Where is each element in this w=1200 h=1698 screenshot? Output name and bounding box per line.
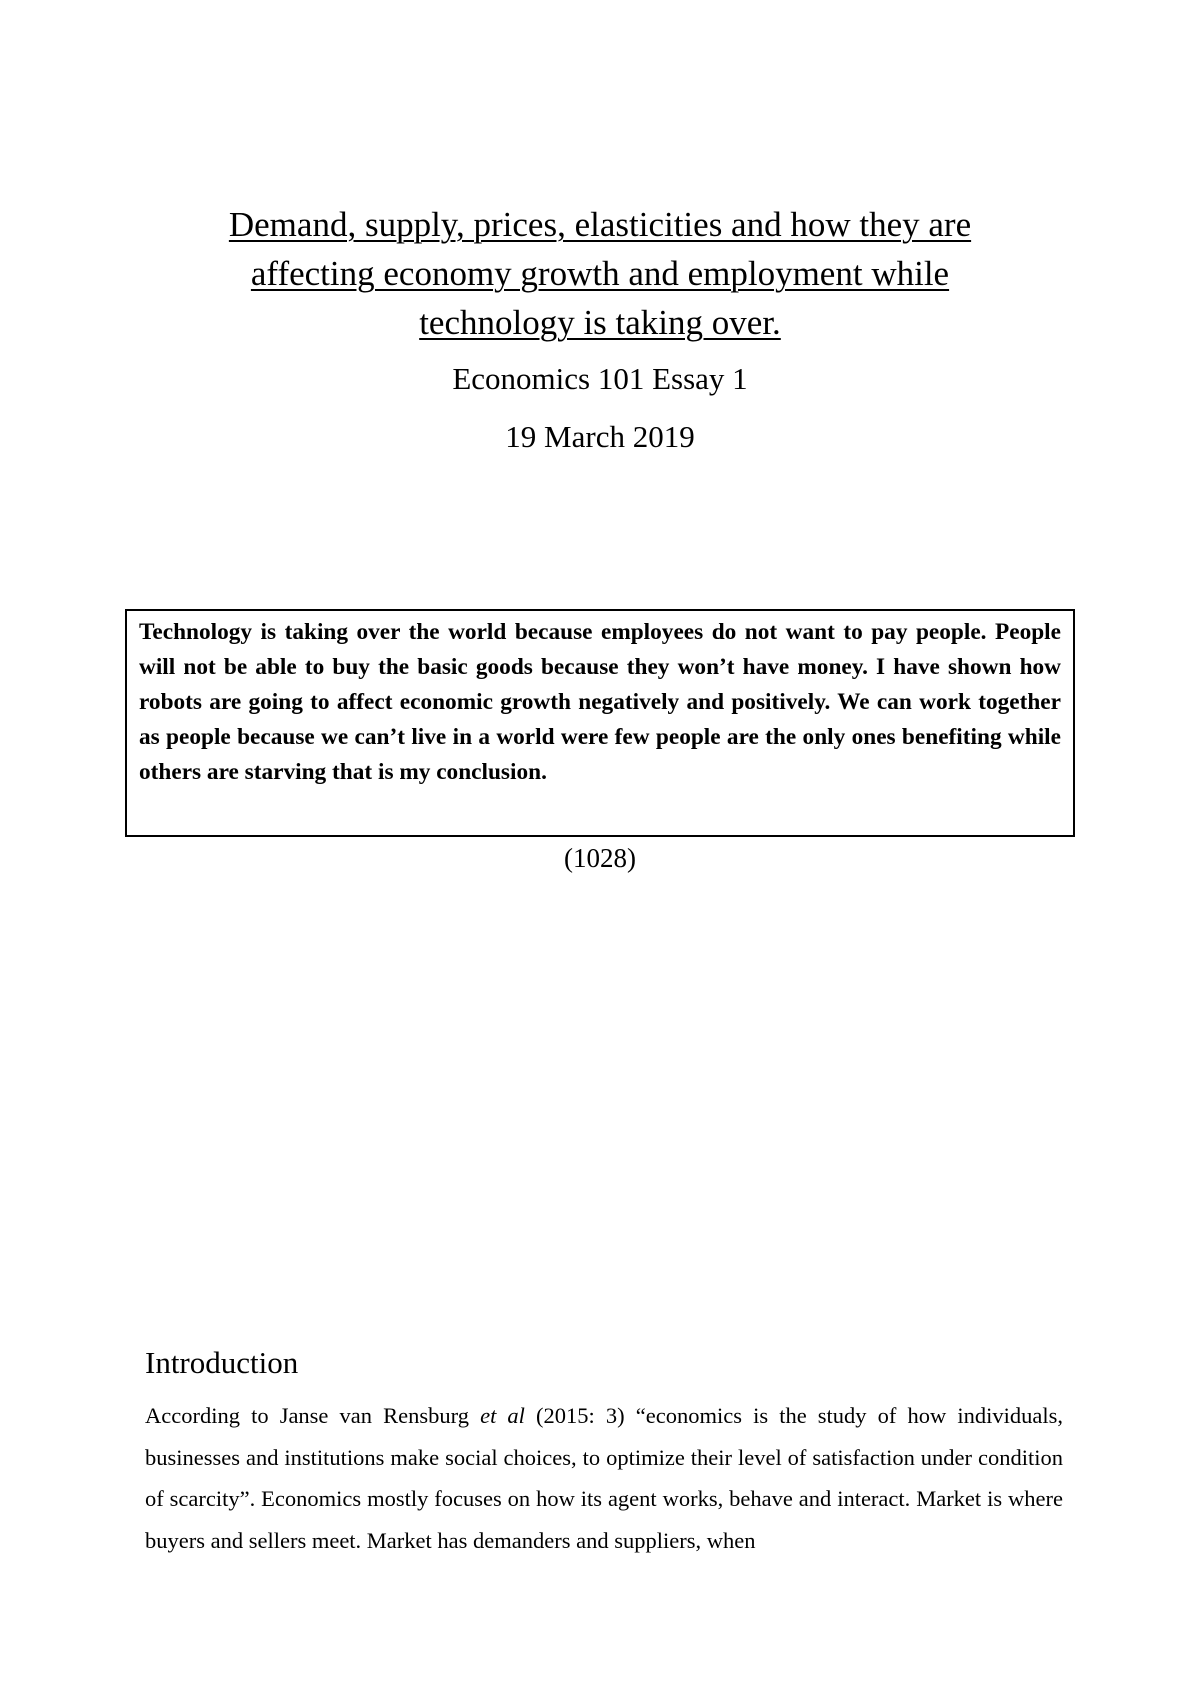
intro-text-start: According to Janse van Rensburg xyxy=(145,1403,481,1428)
title-line: technology is taking over. xyxy=(419,303,781,342)
title-line: affecting economy growth and employment while xyxy=(250,254,950,293)
introduction-heading: Introduction xyxy=(145,1345,299,1380)
intro-text-rest: (2015: 3) “economics is the study of how individuals, businesses and institutions make social choices, to optimize their level of satisfaction under condition of scarcity”. Economics mostly focuses on how its agent works, behave and interact. Market is where buyers and sellers meet. Market has demanders and suppliers, when xyxy=(145,1403,1063,1553)
introduction-section xyxy=(145,1343,1063,1561)
essay-date: 19 March 2019 xyxy=(505,419,695,454)
abstract-text: Technology is taking over the world because employees do not want to pay people. People will not be able to buy the basic goods because they won’t have money. I have shown how robots are going to affect economic growth negatively and positively. We can work together as people because we can’t live in a world were few people are the only ones benefiting while others are starving that is my conclusion. xyxy=(139,619,1061,785)
title-block xyxy=(150,200,1050,457)
intro-italic-citation: et al xyxy=(480,1403,525,1428)
course-subtitle: Economics 101 Essay 1 xyxy=(452,361,748,396)
word-count: (1028) xyxy=(564,843,636,873)
abstract-box xyxy=(125,609,1075,837)
essay-title xyxy=(150,200,1050,347)
introduction-paragraph xyxy=(145,1395,1063,1561)
title-line: Demand, supply, prices, elasticities and how they are xyxy=(228,205,972,244)
